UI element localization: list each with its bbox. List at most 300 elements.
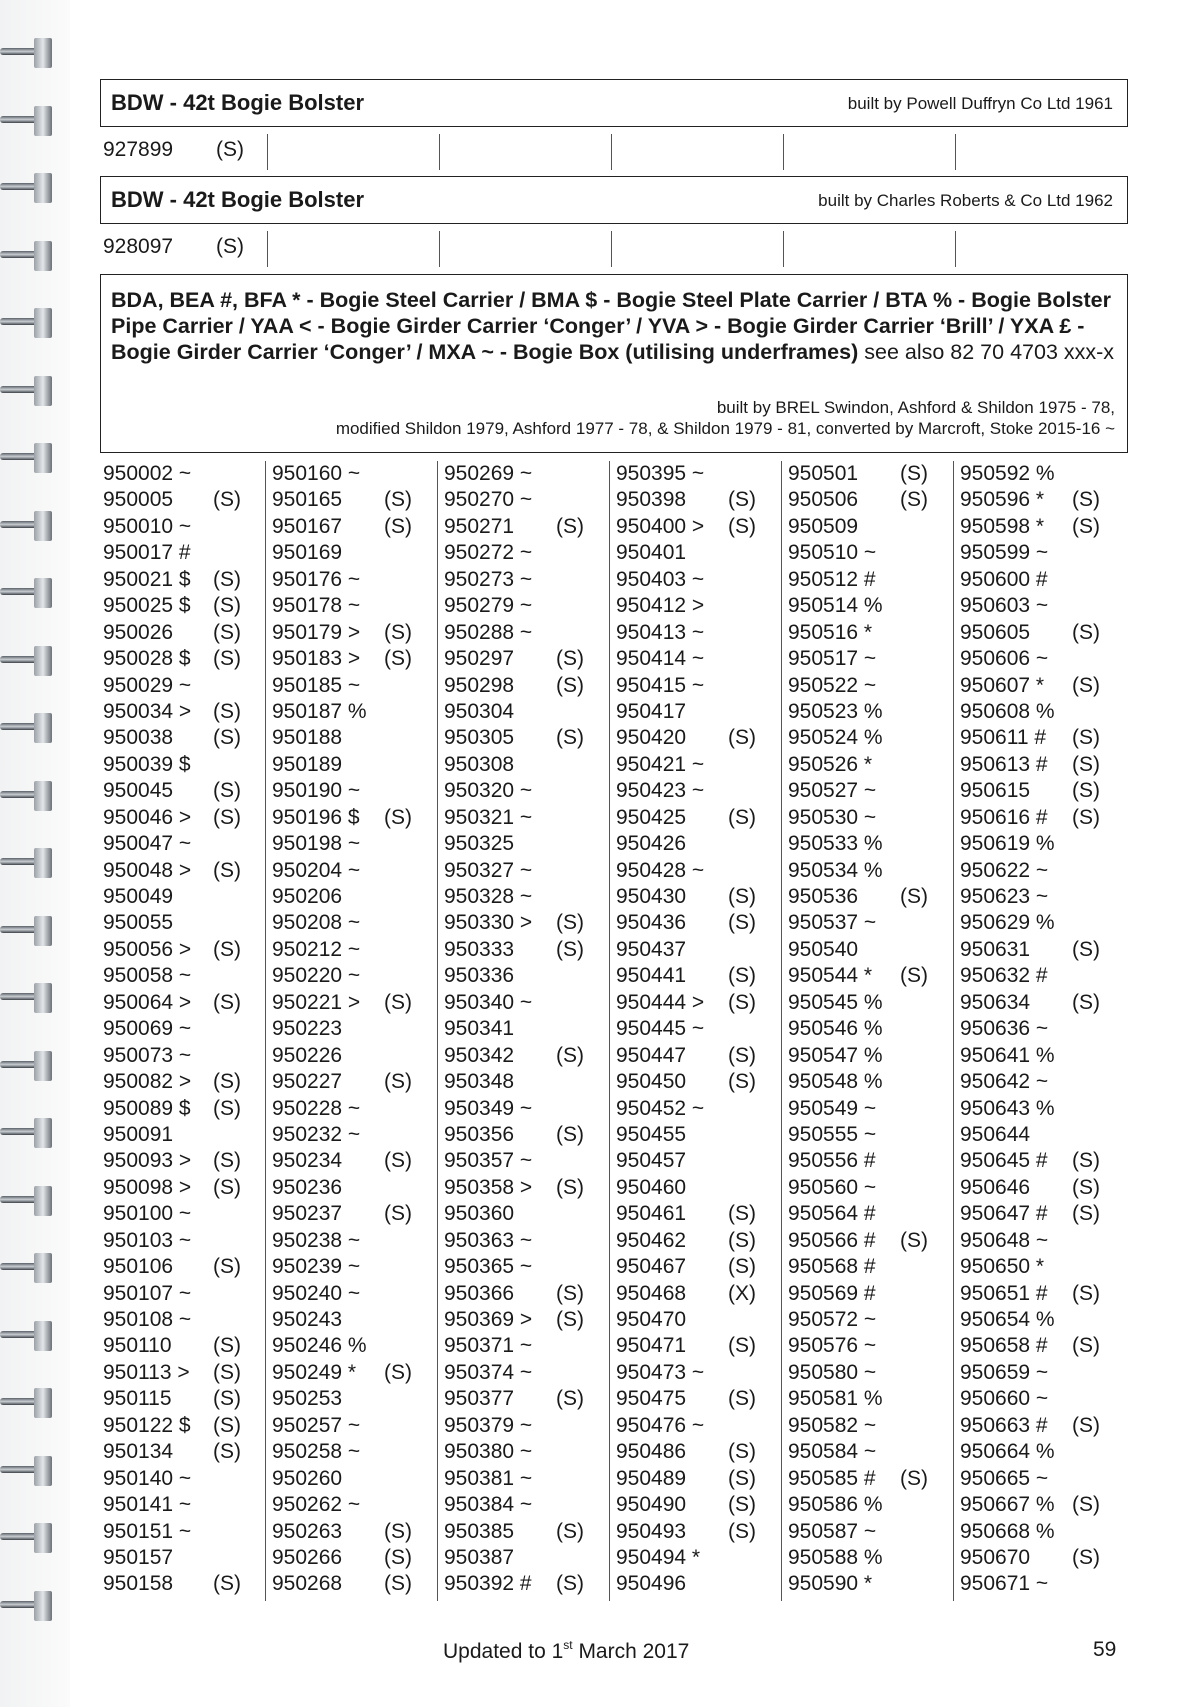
list-item	[788, 646, 958, 672]
list-item	[960, 1545, 1130, 1571]
wagon-number: 950526 *	[788, 752, 873, 776]
list-item	[788, 752, 958, 778]
wagon-status: (S)	[1072, 1149, 1100, 1173]
wagon-number: 950544 *	[788, 964, 873, 988]
list-item	[960, 990, 1130, 1016]
wagon-status: (S)	[213, 1440, 241, 1464]
list-item	[616, 990, 786, 1016]
wagon-number: 950384 ~	[444, 1493, 533, 1517]
list-item	[103, 620, 273, 646]
wagon-number: 950321 ~	[444, 805, 533, 829]
list-item	[960, 593, 1130, 619]
list-item	[960, 1492, 1130, 1518]
wagon-number: 950603 ~	[960, 594, 1049, 618]
column-divider	[439, 134, 440, 170]
list-item	[272, 778, 442, 804]
section-header-bda	[100, 274, 1128, 453]
binding-coil	[0, 781, 58, 813]
list-item	[960, 910, 1130, 936]
wagon-number: 950304	[444, 699, 515, 723]
wagon-number: 950514 %	[788, 594, 883, 618]
wagon-number: 950108 ~	[103, 1308, 192, 1331]
wagon-number: 950169	[272, 541, 343, 565]
list-item	[444, 910, 614, 936]
wagon-status: (S)	[1072, 1202, 1100, 1226]
list-item	[103, 778, 273, 804]
list-item	[616, 1333, 786, 1359]
list-item	[616, 1439, 786, 1465]
list-item	[444, 1069, 614, 1095]
binding-coil	[0, 916, 58, 948]
wagon-number: 950524 %	[788, 726, 883, 750]
list-item	[103, 1519, 273, 1545]
wagon-number: 950395 ~	[616, 462, 705, 485]
list-item	[616, 1545, 786, 1571]
binding-coil	[0, 443, 58, 475]
list-item	[788, 725, 958, 751]
wagon-number: 950592 %	[960, 462, 1055, 485]
wagon-status: (S)	[384, 1572, 412, 1596]
list-item	[616, 514, 786, 540]
wagon-number: 950600 #	[960, 567, 1048, 591]
wagon-number: 950064 >	[103, 990, 192, 1014]
wagon-number: 950266	[272, 1545, 343, 1569]
wagon-number: 950371 ~	[444, 1334, 533, 1358]
wagon-number: 950667 %	[960, 1493, 1055, 1517]
list-item	[788, 831, 958, 857]
wagon-number: 950069 ~	[103, 1017, 192, 1041]
list-item	[960, 1360, 1130, 1386]
wagon-status: (S)	[728, 1255, 756, 1279]
wagon-number: 950622 ~	[960, 858, 1049, 882]
column-divider	[955, 231, 956, 267]
binding-coil	[0, 713, 58, 745]
list-item	[272, 1016, 442, 1042]
wagon-number: 950240 ~	[272, 1281, 361, 1305]
wagon-number: 950115	[103, 1387, 172, 1411]
wagon-number: 950308	[444, 752, 515, 776]
wagon-number: 950473 ~	[616, 1360, 705, 1384]
list-item	[444, 831, 614, 857]
list-item	[272, 540, 442, 566]
list-item	[788, 487, 958, 513]
wagon-number: 950615	[960, 779, 1031, 803]
list-item	[616, 805, 786, 831]
wagon-number: 950611 #	[960, 726, 1047, 750]
list-item	[103, 752, 273, 778]
wagon-number: 950516 *	[788, 620, 873, 644]
wagon-number: 950260	[272, 1466, 343, 1490]
list-item	[960, 487, 1130, 513]
wagon-number: 950366	[444, 1281, 515, 1305]
wagon-status: (S)	[1072, 937, 1100, 961]
wagon-status: (S)	[900, 885, 928, 908]
list-item	[103, 1492, 273, 1518]
list-item	[616, 1043, 786, 1069]
builder-line-2: modified Shildon 1979, Ashford 1977 - 78, & Shildon 1979 - 81, converted by Marcroft, Stoke 2015-16 ~	[335, 419, 1115, 438]
list-column-2	[272, 461, 442, 1598]
wagon-status: (S)	[728, 1202, 756, 1226]
wagon-number: 950333	[444, 937, 515, 961]
wagon-status: (S)	[556, 647, 584, 671]
list-item	[103, 1281, 273, 1307]
wagon-number: 950106	[103, 1255, 174, 1279]
list-item	[616, 752, 786, 778]
wagon-number: 950190 ~	[272, 779, 361, 803]
binding-coil	[0, 173, 58, 205]
list-item	[444, 963, 614, 989]
list-item	[444, 487, 614, 513]
list-item	[444, 752, 614, 778]
list-item	[272, 1254, 442, 1280]
wagon-number: 950587 ~	[788, 1519, 877, 1543]
wagon-number: 928097	[103, 235, 174, 258]
wagon-number: 950360	[444, 1202, 515, 1226]
wagon-status: (S)	[213, 1413, 241, 1437]
list-item	[960, 1519, 1130, 1545]
wagon-number: 950522 ~	[788, 673, 877, 697]
wagon-status: (S)	[556, 1572, 584, 1596]
wagon-number: 950648 ~	[960, 1228, 1049, 1252]
list-item	[272, 1096, 442, 1122]
wagon-number: 950623 ~	[960, 885, 1049, 908]
list-item	[960, 514, 1130, 540]
list-item	[444, 1492, 614, 1518]
wagon-number: 950243	[272, 1308, 343, 1331]
wagon-number: 950494 *	[616, 1545, 701, 1569]
footer-updated-suffix: March 2017	[572, 1640, 690, 1663]
list-item	[103, 514, 273, 540]
wagon-number: 927899	[103, 138, 174, 161]
wagon-number: 950288 ~	[444, 620, 533, 644]
list-item	[272, 1360, 442, 1386]
list-item	[616, 461, 786, 487]
wagon-number: 950536	[788, 885, 859, 908]
list-item	[444, 1175, 614, 1201]
wagon-status: (S)	[213, 1096, 241, 1120]
list-item	[272, 1228, 442, 1254]
list-item	[272, 1333, 442, 1359]
wagon-number: 950270 ~	[444, 488, 533, 512]
wagon-status: (S)	[728, 726, 756, 750]
list-item	[444, 620, 614, 646]
list-item	[272, 1281, 442, 1307]
wagon-status: (S)	[213, 647, 241, 671]
list-column-1	[103, 461, 273, 1598]
wagon-number: 950659 ~	[960, 1360, 1049, 1384]
wagon-number: 950330 >	[444, 911, 533, 935]
list-item	[444, 1360, 614, 1386]
list-item	[272, 752, 442, 778]
list-item	[788, 1069, 958, 1095]
list-item	[272, 963, 442, 989]
list-item	[103, 1043, 273, 1069]
binding-coil	[0, 1118, 58, 1150]
wagon-number: 950452 ~	[616, 1096, 705, 1120]
wagon-status: (S)	[213, 488, 241, 512]
wagon-number: 950377	[444, 1387, 515, 1411]
wagon-number: 950475	[616, 1387, 687, 1411]
section-description	[111, 287, 1117, 365]
list-item	[272, 487, 442, 513]
list-item	[788, 937, 958, 963]
wagon-number: 950107 ~	[103, 1281, 192, 1305]
wagon-number: 950658 #	[960, 1334, 1048, 1358]
wagon-number: 950654 %	[960, 1308, 1055, 1331]
list-item	[444, 699, 614, 725]
wagon-number: 950363 ~	[444, 1228, 533, 1252]
wagon-number: 950450	[616, 1070, 687, 1094]
wagon-number: 950038	[103, 726, 174, 750]
wagon-number: 950348	[444, 1070, 515, 1094]
wagon-number: 950034 >	[103, 699, 192, 723]
wagon-number: 950253	[272, 1387, 343, 1411]
wagon-status: (S)	[728, 1493, 756, 1517]
wagon-number: 950647 #	[960, 1202, 1048, 1226]
list-item	[103, 1413, 273, 1439]
wagon-status: (S)	[556, 1043, 584, 1067]
binding-coil	[0, 1253, 58, 1285]
list-item	[960, 1333, 1130, 1359]
list-item	[788, 884, 958, 910]
wagon-number: 950613 #	[960, 752, 1048, 776]
list-item	[444, 1096, 614, 1122]
wagon-number: 950196 $	[272, 805, 360, 829]
list-item	[272, 858, 442, 884]
wagon-number: 950257 ~	[272, 1413, 361, 1437]
wagon-number: 950598 *	[960, 514, 1045, 538]
section-builder: built by Charles Roberts & Co Ltd 1962	[818, 191, 1113, 210]
wagon-number: 950179 >	[272, 620, 361, 644]
wagon-number: 950576 ~	[788, 1334, 877, 1358]
binding-coil	[0, 376, 58, 408]
list-item	[788, 778, 958, 804]
wagon-number: 950581 %	[788, 1387, 883, 1411]
page-number: 59	[1093, 1638, 1117, 1661]
wagon-number: 950605	[960, 620, 1031, 644]
wagon-number: 950414 ~	[616, 647, 705, 671]
list-item	[444, 1122, 614, 1148]
wagon-status: (S)	[556, 726, 584, 750]
list-item	[103, 1307, 273, 1333]
wagon-number: 950238 ~	[272, 1228, 361, 1252]
wagon-number: 950017 #	[103, 541, 191, 565]
binding-coil	[0, 241, 58, 273]
wagon-number: 950566 #	[788, 1228, 876, 1252]
list-item	[960, 1413, 1130, 1439]
list-item	[616, 1254, 786, 1280]
wagon-status: (S)	[900, 1228, 928, 1252]
list-item	[788, 1016, 958, 1042]
list-item	[103, 805, 273, 831]
list-item	[616, 567, 786, 593]
wagon-number: 950447	[616, 1043, 687, 1067]
wagon-number: 950664 %	[960, 1440, 1055, 1464]
list-item	[272, 1069, 442, 1095]
wagon-status: (S)	[213, 1360, 241, 1384]
list-item	[103, 540, 273, 566]
wagon-status: (S)	[556, 1281, 584, 1305]
wagon-number: 950527 ~	[788, 779, 877, 803]
list-item	[444, 593, 614, 619]
wagon-status: (S)	[384, 647, 412, 671]
wagon-number: 950103 ~	[103, 1228, 192, 1252]
list-item	[444, 1016, 614, 1042]
column-divider	[611, 231, 612, 267]
list-item	[444, 858, 614, 884]
list-column-5	[788, 461, 958, 1598]
wagon-number: 950271	[444, 514, 515, 538]
wagon-number: 950134	[103, 1440, 174, 1464]
binding-coil	[0, 983, 58, 1015]
binding-coil	[0, 578, 58, 610]
wagon-number: 950340 ~	[444, 990, 533, 1014]
binding-coil	[0, 1388, 58, 1420]
wagon-number: 950668 %	[960, 1519, 1055, 1543]
wagon-status: (S)	[556, 1387, 584, 1411]
list-item	[616, 884, 786, 910]
wagon-number: 950651 #	[960, 1281, 1048, 1305]
wagon-number: 950089 $	[103, 1096, 191, 1120]
list-item	[788, 858, 958, 884]
wagon-number: 950220 ~	[272, 964, 361, 988]
wagon-number: 950100 ~	[103, 1202, 192, 1226]
wagon-number: 950400 >	[616, 514, 705, 538]
column-divider	[611, 134, 612, 170]
list-item	[960, 1096, 1130, 1122]
list-item	[272, 1043, 442, 1069]
wagon-number: 950643 %	[960, 1096, 1055, 1120]
list-item	[788, 1333, 958, 1359]
footer-updated-ordinal: st	[563, 1638, 573, 1652]
list-item	[616, 1016, 786, 1042]
binding-coil	[0, 1523, 58, 1555]
wagon-number: 950279 ~	[444, 594, 533, 618]
list-item	[272, 620, 442, 646]
wagon-status: (S)	[213, 726, 241, 750]
wagon-number: 950398	[616, 488, 687, 512]
wagon-number: 950568 #	[788, 1255, 876, 1279]
wagon-number: 950556 #	[788, 1149, 876, 1173]
binding-coil	[0, 38, 58, 70]
wagon-number: 950560 ~	[788, 1175, 877, 1199]
wagon-number: 950341	[444, 1017, 515, 1041]
list-item	[788, 990, 958, 1016]
list-item	[103, 963, 273, 989]
wagon-status: (S)	[728, 1440, 756, 1464]
list-item	[444, 805, 614, 831]
binding-coil	[0, 1456, 58, 1488]
wagon-number: 950645 #	[960, 1149, 1048, 1173]
wagon-number: 950412 >	[616, 594, 705, 618]
section-entry-row	[103, 134, 1133, 170]
list-item	[444, 567, 614, 593]
list-item	[616, 1519, 786, 1545]
wagon-status: (S)	[213, 1387, 241, 1411]
list-item	[960, 1307, 1130, 1333]
wagon-number: 950545 %	[788, 990, 883, 1014]
section-entry-row	[103, 231, 1133, 267]
wagon-status: (S)	[384, 1202, 412, 1226]
wagon-number: 950509	[788, 514, 859, 538]
wagon-number: 950471	[616, 1334, 687, 1358]
list-item	[444, 1307, 614, 1333]
list-item	[788, 1466, 958, 1492]
list-item	[960, 1201, 1130, 1227]
list-item	[444, 461, 614, 487]
wagon-number: 950549 ~	[788, 1096, 877, 1120]
wagon-number: 950358 >	[444, 1175, 533, 1199]
wagon-number: 950380 ~	[444, 1440, 533, 1464]
list-item	[788, 1148, 958, 1174]
binding-coil	[0, 308, 58, 340]
list-item	[444, 1386, 614, 1412]
list-item	[616, 937, 786, 963]
wagon-number: 950489	[616, 1466, 687, 1490]
wagon-number: 950468	[616, 1281, 687, 1305]
list-item	[960, 963, 1130, 989]
list-item	[616, 1492, 786, 1518]
list-item	[272, 725, 442, 751]
list-item	[444, 1201, 614, 1227]
wagon-number: 950534 %	[788, 858, 883, 882]
list-item	[103, 567, 273, 593]
wagon-number: 950249 *	[272, 1360, 357, 1384]
list-item	[960, 858, 1130, 884]
wagon-number: 950437	[616, 937, 687, 961]
list-item	[272, 1519, 442, 1545]
wagon-status: (S)	[728, 1334, 756, 1358]
wagon-number: 950588 %	[788, 1545, 883, 1569]
list-item	[616, 593, 786, 619]
list-item	[272, 1201, 442, 1227]
list-item	[960, 673, 1130, 699]
list-item	[272, 1492, 442, 1518]
wagon-number: 950189	[272, 752, 343, 776]
wagon-number: 950599 ~	[960, 541, 1049, 565]
wagon-status: (S)	[1072, 620, 1100, 644]
list-item	[616, 858, 786, 884]
list-item	[616, 1413, 786, 1439]
wagon-number: 950460	[616, 1175, 687, 1199]
list-item	[788, 514, 958, 540]
column-divider	[783, 231, 784, 267]
list-item	[960, 884, 1130, 910]
wagon-number: 950141 ~	[103, 1493, 192, 1517]
wagon-status: (S)	[728, 1387, 756, 1411]
wagon-status: (S)	[728, 488, 756, 512]
list-item	[103, 1545, 273, 1571]
list-item	[788, 620, 958, 646]
list-item	[103, 1439, 273, 1465]
list-item	[272, 514, 442, 540]
wagon-number: 950423 ~	[616, 779, 705, 803]
wagon-status: (S)	[384, 1070, 412, 1094]
binding-coil	[0, 511, 58, 543]
wagon-status: (S)	[900, 488, 928, 512]
wagon-number: 950198 ~	[272, 832, 361, 856]
wagon-number: 950025 $	[103, 594, 191, 618]
wagon-number: 950093 >	[103, 1149, 192, 1173]
wagon-number: 950401	[616, 541, 687, 565]
wagon-status: (S)	[213, 779, 241, 803]
list-item	[788, 1281, 958, 1307]
wagon-number: 950506	[788, 488, 859, 512]
wagon-status: (S)	[1072, 673, 1100, 697]
wagon-number: 950058 ~	[103, 964, 192, 988]
wagon-number: 950082 >	[103, 1070, 192, 1094]
list-item	[616, 540, 786, 566]
